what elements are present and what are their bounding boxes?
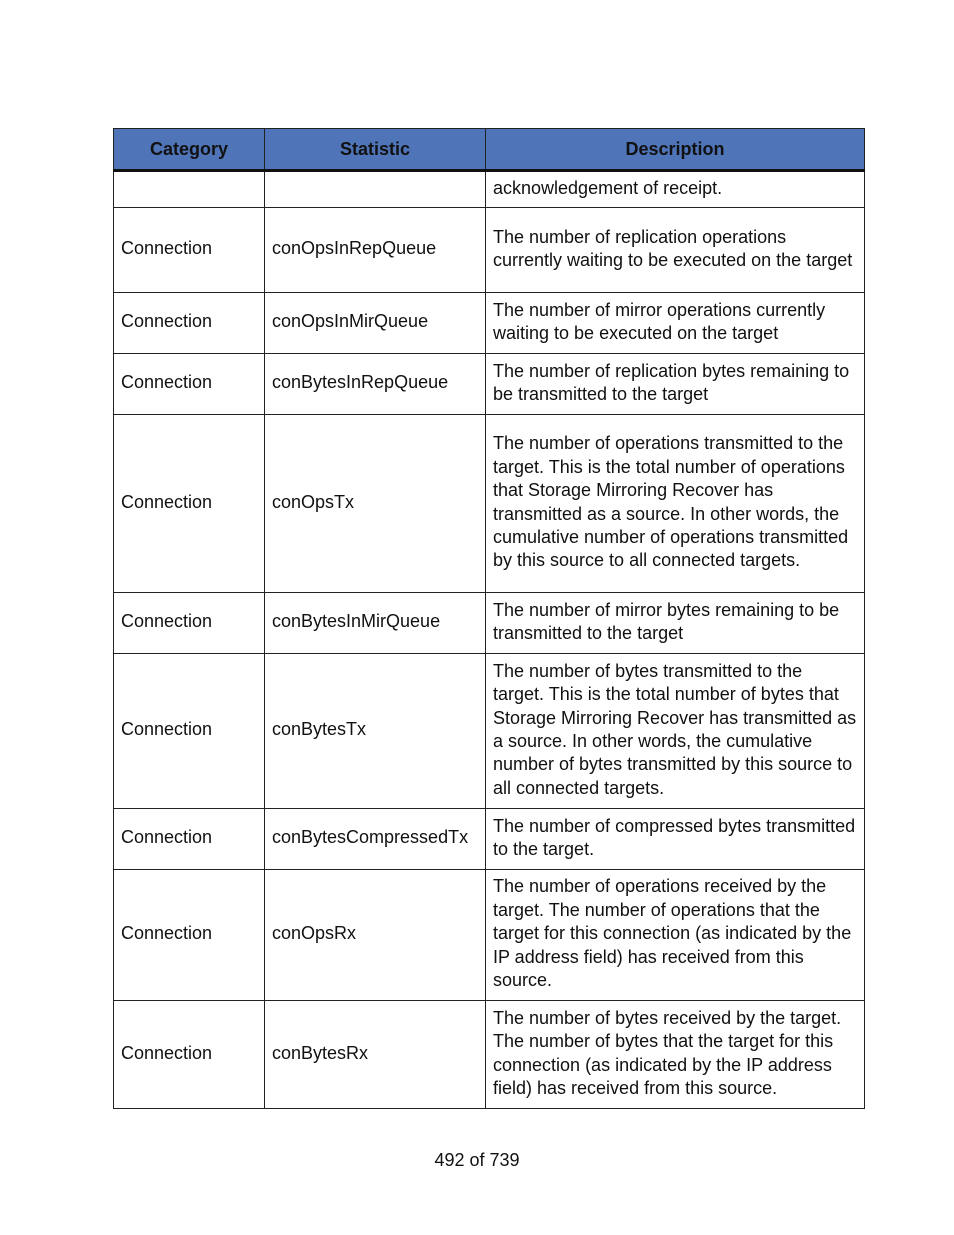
table-row bbox=[114, 293, 865, 354]
description-cell: The number of compressed bytes transmitted to the target. bbox=[486, 809, 865, 870]
statistic-cell: conOpsRx bbox=[265, 870, 486, 1001]
statistic-cell: conBytesInMirQueue bbox=[265, 593, 486, 654]
statistic-cell: conBytesInRepQueue bbox=[265, 354, 486, 415]
category-cell: Connection bbox=[114, 208, 265, 293]
table-row bbox=[114, 593, 865, 654]
table-row bbox=[114, 809, 865, 870]
column-header-category: Category bbox=[114, 129, 265, 171]
statistic-cell: conOpsTx bbox=[265, 415, 486, 593]
table-row bbox=[114, 870, 865, 1001]
statistic-cell: conBytesCompressedTx bbox=[265, 809, 486, 870]
description-cell: The number of replication operations currently waiting to be executed on the target bbox=[486, 208, 865, 293]
statistic-cell bbox=[265, 171, 486, 208]
statistic-cell: conOpsInRepQueue bbox=[265, 208, 486, 293]
description-cell: The number of operations transmitted to the target. This is the total number of operations that Storage Mirroring Recover has transmitted as a source. In other words, the cumulative number of operations transmitted by this source to all connected targets. bbox=[486, 415, 865, 593]
table-row bbox=[114, 354, 865, 415]
description-cell: The number of bytes transmitted to the target. This is the total number of bytes that Storage Mirroring Recover has transmitted as a source. In other words, the cumulative number of bytes transmitted by this source to all connected targets. bbox=[486, 654, 865, 809]
statistic-cell: conOpsInMirQueue bbox=[265, 293, 486, 354]
description-cell: The number of bytes received by the target. The number of bytes that the target for this connection (as indicated by the IP address field) has received from this source. bbox=[486, 1001, 865, 1109]
category-cell bbox=[114, 171, 265, 208]
table-row bbox=[114, 654, 865, 809]
description-cell: The number of operations received by the target. The number of operations that the target for this connection (as indicated by the IP address field) has received from this source. bbox=[486, 870, 865, 1001]
column-header-statistic: Statistic bbox=[265, 129, 486, 171]
description-cell: acknowledgement of receipt. bbox=[486, 171, 865, 208]
statistics-table bbox=[113, 128, 865, 1109]
page-number: 492 of 739 bbox=[434, 1150, 520, 1170]
column-header-description: Description bbox=[486, 129, 865, 171]
table-row bbox=[114, 415, 865, 593]
category-cell: Connection bbox=[114, 870, 265, 1001]
table-row bbox=[114, 171, 865, 208]
category-cell: Connection bbox=[114, 593, 265, 654]
description-cell: The number of mirror bytes remaining to be transmitted to the target bbox=[486, 593, 865, 654]
statistic-cell: conBytesRx bbox=[265, 1001, 486, 1109]
category-cell: Connection bbox=[114, 809, 265, 870]
category-cell: Connection bbox=[114, 415, 265, 593]
category-cell: Connection bbox=[114, 354, 265, 415]
table-header-row bbox=[114, 129, 865, 171]
category-cell: Connection bbox=[114, 293, 265, 354]
description-cell: The number of replication bytes remaining to be transmitted to the target bbox=[486, 354, 865, 415]
table-row bbox=[114, 1001, 865, 1109]
table-row bbox=[114, 208, 865, 293]
statistic-cell: conBytesTx bbox=[265, 654, 486, 809]
category-cell: Connection bbox=[114, 654, 265, 809]
description-cell: The number of mirror operations currently waiting to be executed on the target bbox=[486, 293, 865, 354]
category-cell: Connection bbox=[114, 1001, 265, 1109]
